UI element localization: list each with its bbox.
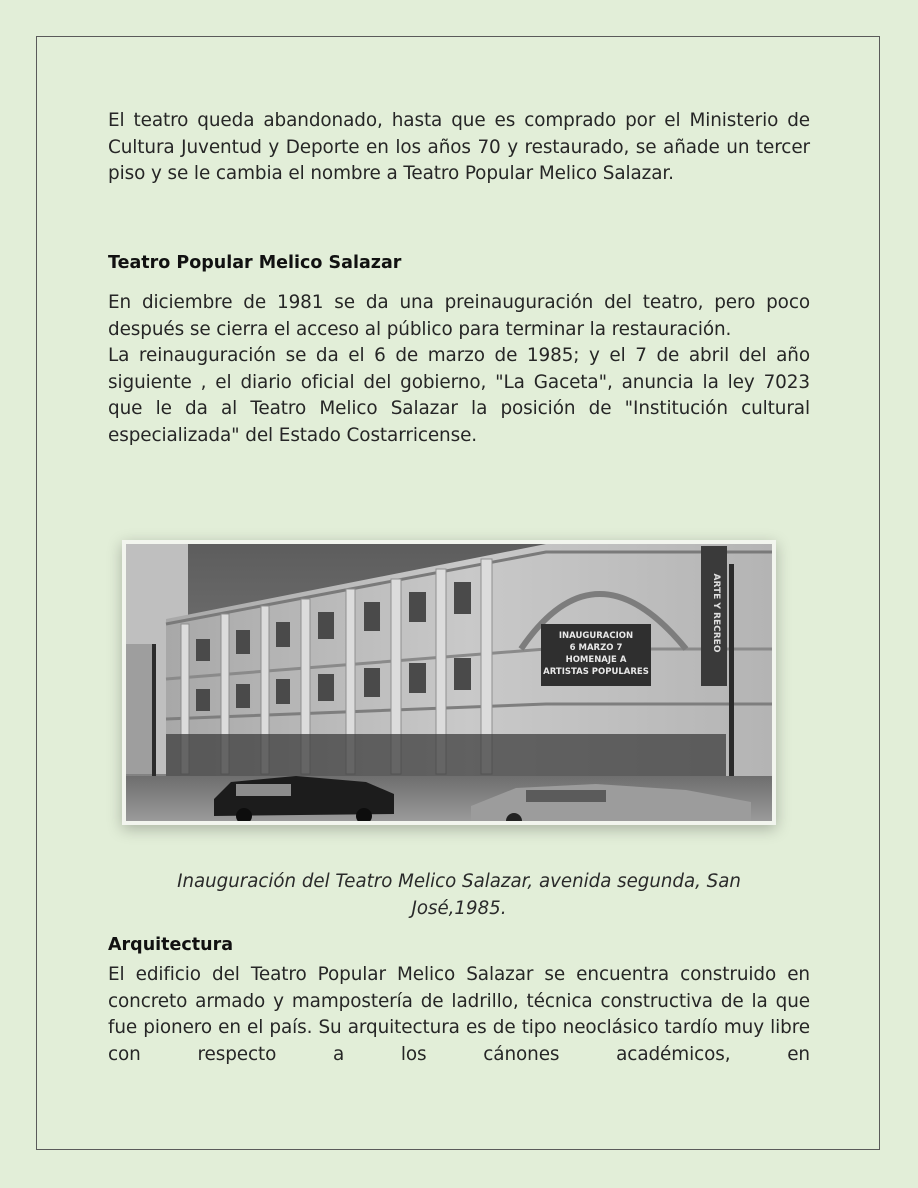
svg-text:ARTE Y RECREO: ARTE Y RECREO bbox=[711, 573, 721, 653]
section-heading-arquitectura: Arquitectura bbox=[108, 935, 234, 955]
section1-paragraph-b: La reinauguración se da el 6 de marzo de 1985; y el 7 de abril del año siguiente , el diario oficial del gobierno, "La Gaceta", anuncia la ley 7023 que le da al Teatro Melico Salazar la posición de "Institución cultural especializada" del Estado Costarricense. bbox=[108, 345, 810, 446]
intro-paragraph: El teatro queda abandonado, hasta que es comprado por el Ministerio de Cultura Juventud y Deporte en los años 70 y restaurado, se añade un tercer piso y se le cambia el nombre a Teatro Popular Melico Salazar. bbox=[108, 110, 810, 185]
svg-text:ARTISTAS POPULARES: ARTISTAS POPULARES bbox=[543, 667, 649, 677]
arquitectura-paragraph: El edificio del Teatro Popular Melico Salazar se encuentra construido en concreto armado y mampostería de ladrillo, técnica constructiva de la que fue pionero en el país. Su arquitectura es de tipo neoclásico tardío muy libre con respecto a los cánones académicos, en bbox=[108, 964, 810, 1065]
section-heading-teatro: Teatro Popular Melico Salazar bbox=[108, 253, 402, 273]
caption-line-2: José,1985. bbox=[411, 898, 507, 919]
theatre-photo bbox=[126, 544, 772, 821]
photo-caption bbox=[108, 868, 810, 922]
caption-line-1: Inauguración del Teatro Melico Salazar, avenida segunda, San bbox=[177, 871, 741, 892]
svg-text:HOMENAJE A: HOMENAJE A bbox=[565, 655, 627, 665]
svg-text:INAUGURACION: INAUGURACION bbox=[558, 631, 634, 641]
section1-body bbox=[108, 290, 810, 450]
section1-paragraph-a: En diciembre de 1981 se da una preinauguración del teatro, pero poco después se cierra el acceso al público para terminar la restauración. bbox=[108, 292, 810, 340]
svg-text:6 MARZO 7: 6 MARZO 7 bbox=[569, 643, 623, 653]
photo-frame bbox=[122, 540, 776, 825]
